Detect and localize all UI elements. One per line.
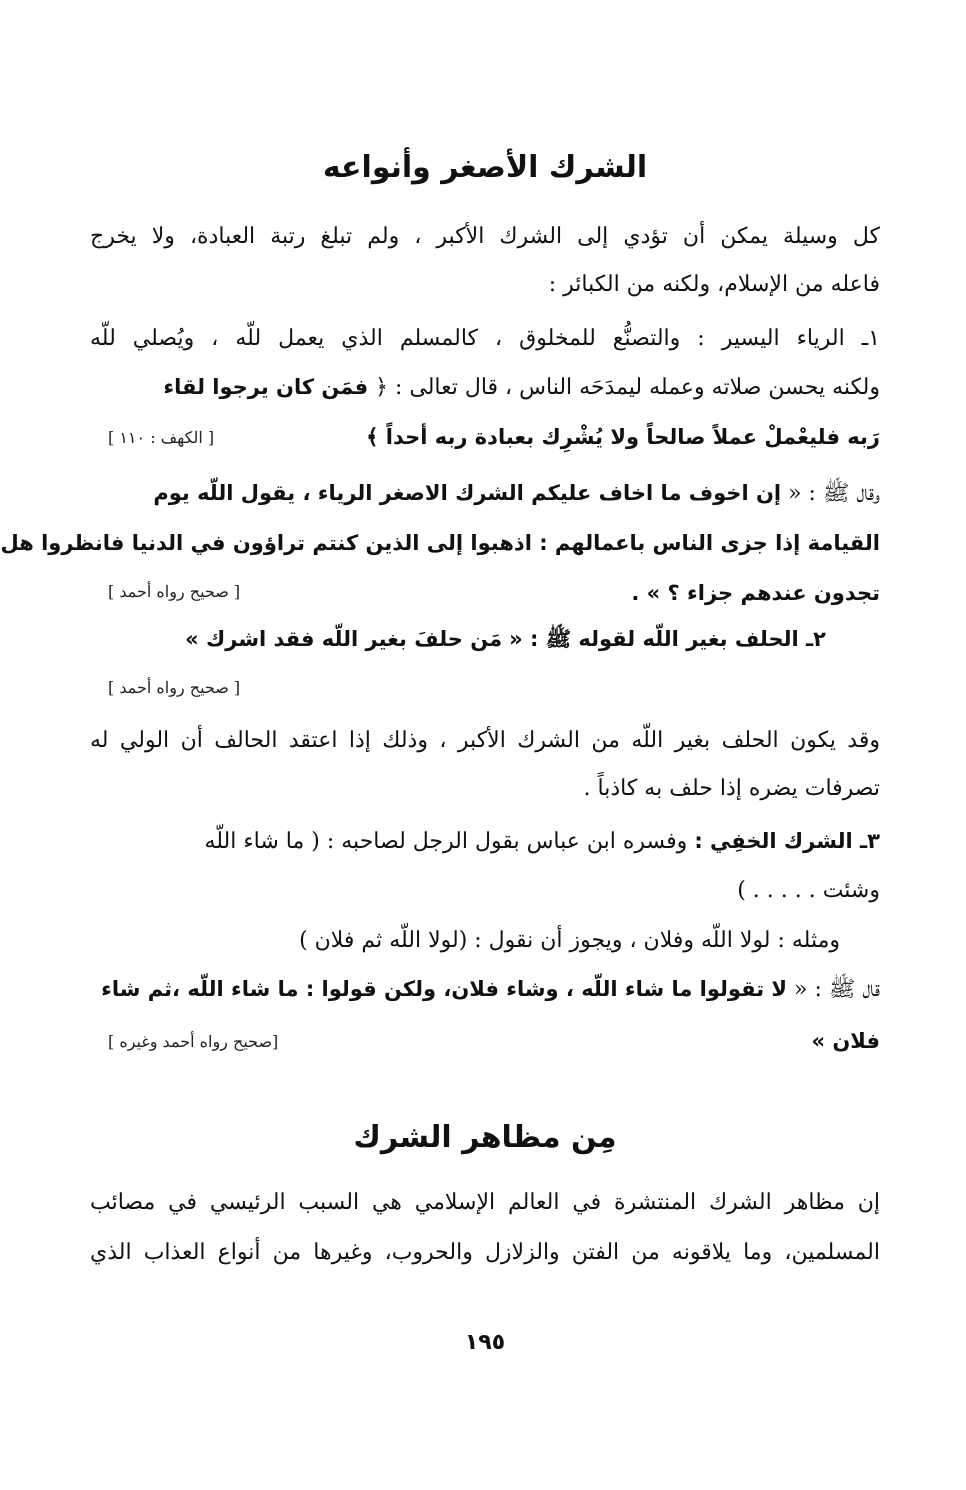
hadith2-line-1 [90, 972, 880, 1007]
page-number: ١٩٥ [464, 1330, 506, 1355]
item1-line-2 [90, 370, 880, 405]
section-title-minor-shirk: الشرك الأصغر وأنواعه [322, 150, 648, 185]
hadith1-text-3: تجدون عندهم جزاء ؟ » . [631, 581, 880, 605]
item1-line-1: ١ـ الرياء اليسير : والتصنُّع للمخلوق ، كالمسلم الذي يعمل للّه ، ويُصلي للّه [90, 326, 880, 351]
intro-line-1: كل وسيلة يمكن أن تؤدي إلى الشرك الأكبر ، ولم تبلغ رتبة العبادة، ولا يخرج [90, 224, 880, 249]
item2-note-line-2: تصرفات يضره إذا حلف به كاذباً . [583, 776, 880, 801]
hadith2-lead: قال ﷺ : « [794, 977, 880, 1002]
item3-head: ٣ـ الشرك الخفِي : [694, 829, 880, 853]
item2-head: ٢ـ الحلف بغير اللّه لقوله ﷺ : « [509, 627, 826, 651]
hadith1-reference: [ صحيح رواه أحمد ] [108, 582, 241, 601]
hadith2-reference: [صحيح رواه أحمد وغيره ] [108, 1032, 279, 1051]
hadith1-text-2: القيامة إذا جزى الناس باعمالهم : اذهبوا إلى الذين كنتم تراؤون في الدنيا فانظروا هل [0, 531, 880, 555]
item1-line-2-text: ولكنه يحسن صلاته وعمله ليمدَحَه الناس ، قال تعالى : ﴿ [375, 375, 880, 400]
item3-line-1 [90, 824, 880, 859]
section2-line-1: إن مظاهر الشرك المنتشرة في العالم الإسلامي هي السبب الرئيسي في مصائب [90, 1190, 880, 1215]
item3-line-2: وشئت . . . . . ) [737, 878, 880, 903]
quran-verse-start: فمَن كان يرجوا لقاء [163, 375, 369, 399]
hadith1-line-2 [0, 526, 880, 561]
section2-line-2: المسلمين، وما يلاقونه من الفتن والزلازل والحروب، وغيرها من أنواع العذاب الذي [90, 1240, 880, 1265]
hadith1-lead: وقال ﷺ : « [788, 481, 880, 506]
quran-reference: [ الكهف : ١١٠ ] [108, 428, 215, 447]
intro-line-2: فاعله من الإسلام، ولكنه من الكبائر : [548, 272, 880, 297]
item3-text: وفسره ابن عباس بقول الرجل لصاحبه : ( ما شاء اللّه [204, 829, 688, 854]
item3-example: ومثله : لولا اللّه وفلان ، ويجوز أن نقول : (لولا اللّه ثم فلان ) [299, 928, 840, 953]
hadith2-text-1: لا تقولوا ما شاء اللّه ، وشاء فلان، ولكن قولوا : ما شاء اللّه ،ثم شاء [101, 977, 788, 1001]
item2-quote: مَن حلفَ بغير اللّه فقد اشرك » [185, 627, 503, 651]
hadith1-line-1 [90, 476, 880, 511]
item2-line [90, 622, 826, 657]
hadith2-text-2: فلان » [811, 1029, 880, 1053]
hadith1-text-1: إن اخوف ما اخاف عليكم الشرك الاصغر الرياء ، يقول اللّه يوم [153, 481, 782, 505]
section-title-manifestations: مِن مظاهر الشرك [353, 1120, 617, 1155]
item2-note-line-1: وقد يكون الحلف بغير اللّه من الشرك الأكبر ، وذلك إذا اعتقد الحالف أن الولي له [90, 728, 880, 753]
item2-reference: [ صحيح رواه أحمد ] [108, 678, 241, 697]
quran-verse-end: رَبه فليعْملْ عملاً صالحاً ولا يُشْرِك بعبادة ربه أحداً ﴾ [366, 425, 880, 449]
